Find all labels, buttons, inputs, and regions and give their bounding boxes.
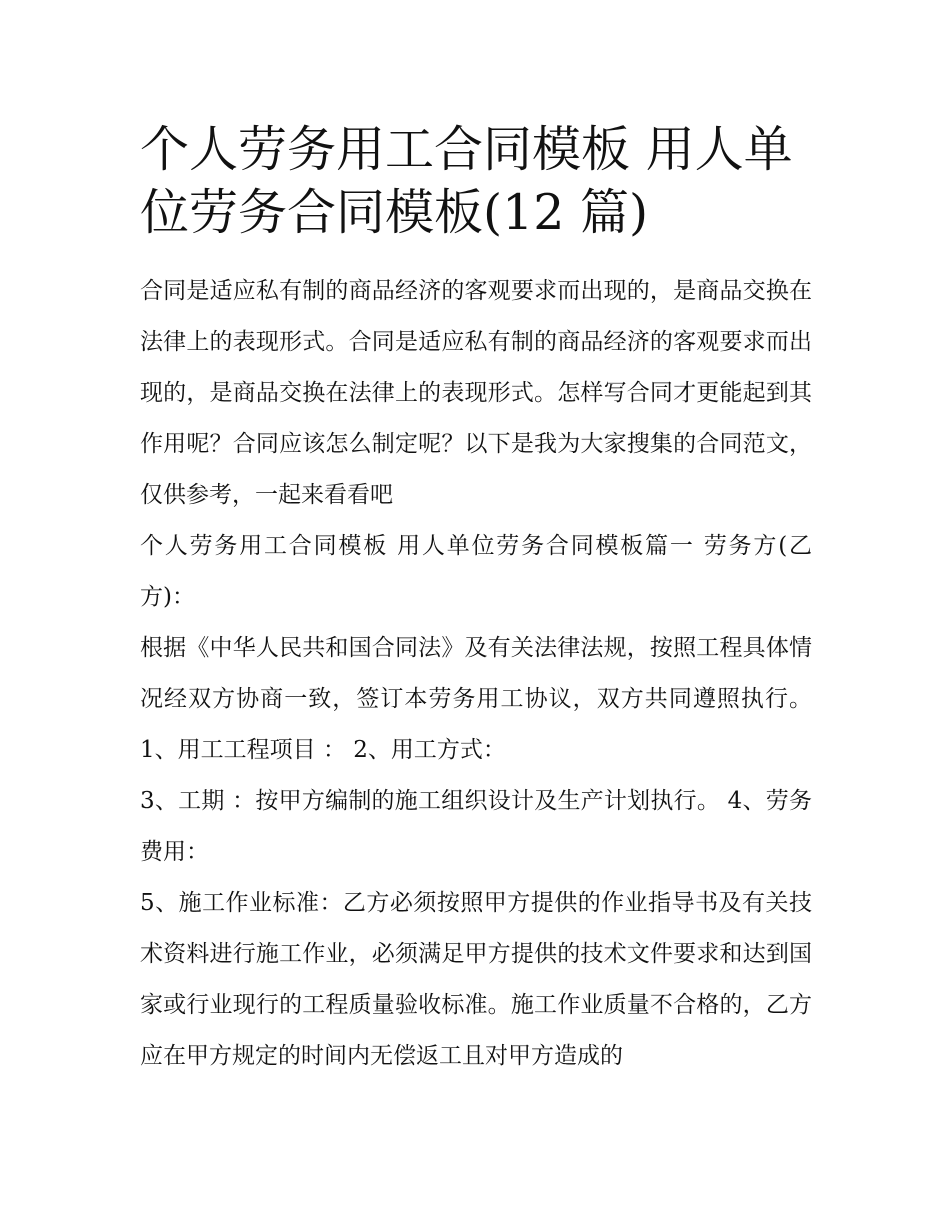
clause-paragraph: 根据《中华人民共和国合同法》及有关法律法规，按照工程具体情况经双方协商一致，签订本劳务用工协议，双方共同遵照执行。 1、用工工程项目 ： 2、用工方式： — [140, 635, 812, 763]
clause-paragraph: 3、工期 ：按甲方编制的施工组织设计及生产计划执行。 4、劳务费用： — [140, 788, 812, 865]
clause-paragraph: 5、施工作业标准：乙方必须按照甲方提供的作业指导书及有关技术资料进行施工作业，必须满足甲方提供的技术文件要求和达到国家或行业现行的工程质量验收标准。施工作业质量不合格的，乙方应在甲方规定的时间内无偿返工且对甲方造成的 — [140, 890, 812, 1069]
section-heading-paragraph: 个人劳务用工合同模板 用人单位劳务合同模板篇一 劳务方(乙方)： — [140, 533, 812, 610]
intro-paragraph: 合同是适应私有制的商品经济的客观要求而出现的，是商品交换在法律上的表现形式。合同是适应私有制的商品经济的客观要求而出现的，是商品交换在法律上的表现形式。怎样写合同才更能起到其作用呢？合同应该怎么制定呢？以下是我为大家搜集的合同范文，仅供参考，一起来看看吧 — [140, 278, 812, 508]
document-body — [140, 118, 812, 1082]
document-title: 个人劳务用工合同模板 用人单位劳务合同模板(12 篇) — [140, 121, 793, 241]
